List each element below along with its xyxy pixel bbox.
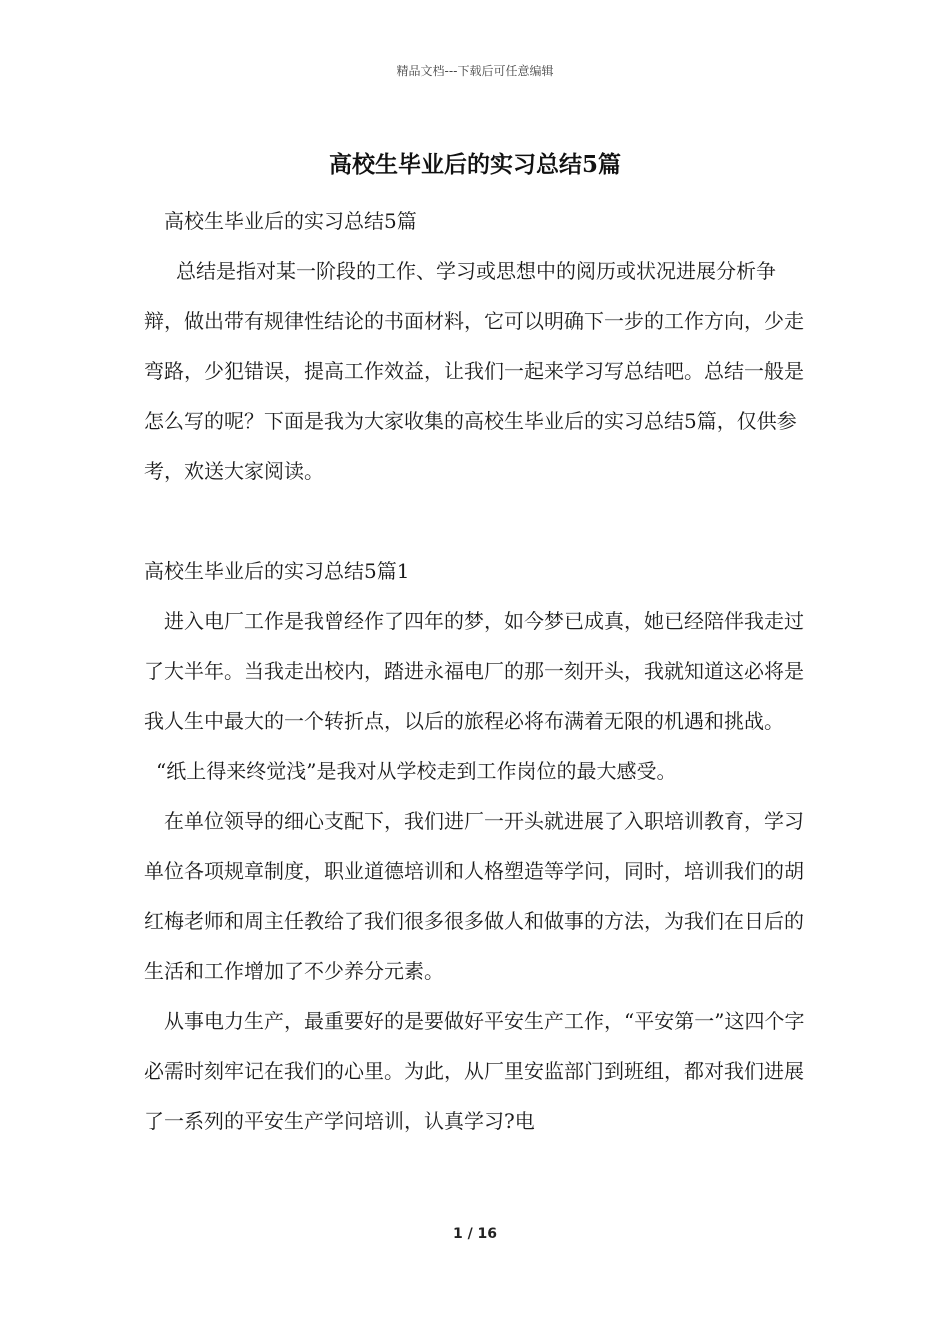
subtitle-line: 高校生毕业后的实习总结5篇 bbox=[164, 209, 417, 233]
page-number: 1 / 16 bbox=[452, 1226, 498, 1242]
body-paragraph: 从事电力生产，最重要好的是要做好平安生产工作，“平安第一”这四个字必需时刻牢记在我们的心里。为此，从厂里安监部门到班组，都对我们进展了一系列的平安生产学问培训，认真学习?电 bbox=[144, 1009, 805, 1133]
page-header: 精品文档---下载后可任意编辑 bbox=[396, 64, 554, 78]
body-paragraph: 进入电厂工作是我曾经作了四年的梦，如今梦已成真，她已经陪伴我走过了大半年。当我走出校内，踏进永福电厂的那一刻开头，我就知道这必将是我人生中最大的一个转折点，以后的旅程必将布满着无限的机遇和挑战。 bbox=[144, 609, 804, 733]
paragraph-gap bbox=[144, 496, 808, 546]
body-paragraph: “纸上得来终觉浅”是我对从学校走到工作岗位的最大感受。 bbox=[156, 759, 677, 783]
section-heading: 高校生毕业后的实习总结5篇1 bbox=[144, 559, 410, 583]
document-title: 高校生毕业后的实习总结5篇 bbox=[328, 151, 621, 178]
document-body bbox=[144, 196, 808, 1146]
body-paragraph: 在单位领导的细心支配下，我们进厂一开头就进展了入职培训教育，学习单位各项规章制度，职业道德培训和人格塑造等学问，同时，培训我们的胡红梅老师和周主任教给了我们很多很多做人和做事的方法，为我们在日后的生活和工作增加了不少养分元素。 bbox=[144, 809, 804, 983]
intro-paragraph: 总结是指对某一阶段的工作、学习或思想中的阅历或状况进展分析争辩，做出带有规律性结论的书面材料，它可以明确下一步的工作方向，少走弯路，少犯错误，提高工作效益，让我们一起来学习写总结吧。总结一般是怎么写的呢？下面是我为大家收集的高校生毕业后的实习总结5篇，仅供参考，欢送大家阅读。 bbox=[144, 259, 804, 483]
